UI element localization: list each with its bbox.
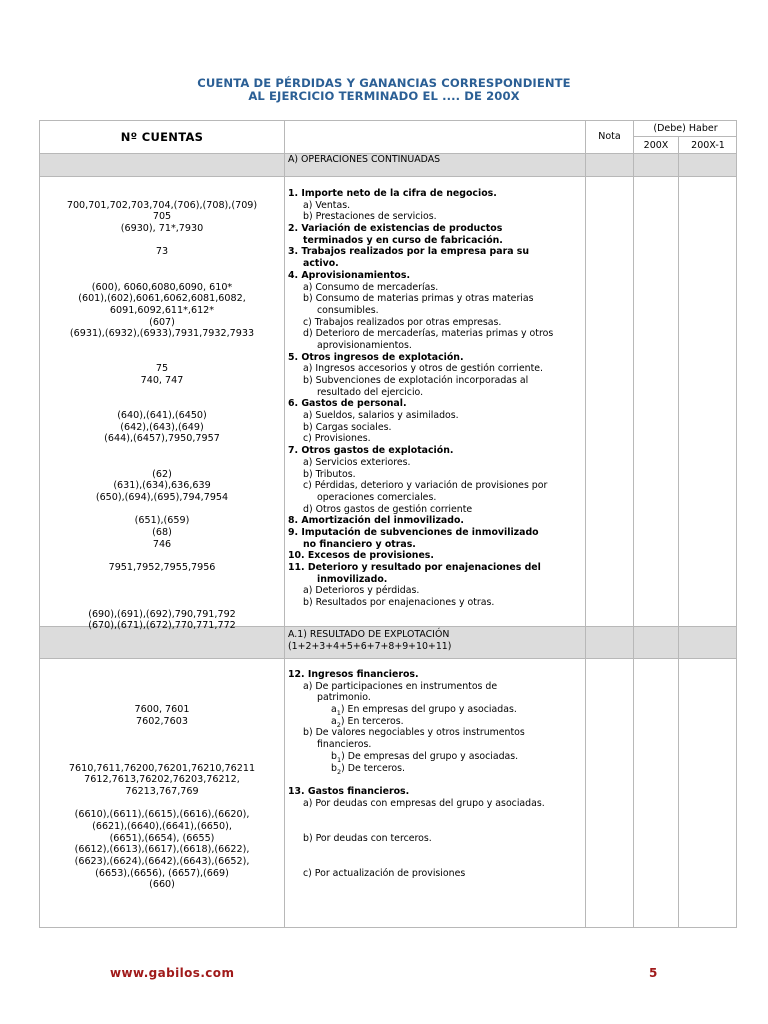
account-codes-section-2 bbox=[40, 669, 284, 891]
account-code: (6621),(6640),(6641),(6650), bbox=[92, 820, 232, 832]
header-cuentas: Nº CUENTAS bbox=[120, 130, 204, 144]
item-subline: c) Trabajos realizados por otras empresas. bbox=[303, 316, 502, 328]
item-subline: b) Tributos. bbox=[303, 468, 356, 480]
item-subline: c) Provisiones. bbox=[303, 433, 371, 445]
item-heading: 9. Imputación de subvenciones de inmovilizado bbox=[288, 526, 539, 538]
item-subline: d) Otros gastos de gestión corriente bbox=[303, 503, 473, 515]
item-subline: b) Consumo de materias primas y otras materias bbox=[303, 293, 534, 305]
account-code: (600), 6060,6080,6090, 610* bbox=[91, 281, 233, 293]
item-subline: b) Cargas sociales. bbox=[303, 421, 392, 433]
account-code bbox=[40, 751, 284, 763]
item-subline: a) Sueldos, salarios y asimilados. bbox=[303, 410, 459, 422]
item-heading: 2. Variación de existencias de productos bbox=[288, 223, 503, 235]
item-subline: a) Servicios exteriores. bbox=[303, 456, 411, 468]
item-subline bbox=[288, 809, 588, 821]
item-subline: a) Consumo de mercaderías. bbox=[303, 281, 439, 293]
item-subline: b) Resultados por enajenaciones y otras. bbox=[303, 597, 495, 609]
account-code: (642),(643),(649) bbox=[120, 421, 204, 433]
item-subline: a) Por deudas con empresas del grupo y asociadas. bbox=[303, 797, 545, 809]
account-code bbox=[40, 352, 284, 364]
header-200x: 200X bbox=[643, 140, 669, 151]
item-subline: consumibles. bbox=[317, 304, 379, 316]
account-code: (68) bbox=[152, 526, 172, 538]
item-subline: resultado del ejercicio. bbox=[317, 386, 424, 398]
account-code bbox=[40, 798, 284, 810]
account-code: 73 bbox=[155, 246, 169, 258]
item-heading: 6. Gastos de personal. bbox=[288, 398, 407, 410]
account-code bbox=[40, 188, 284, 200]
account-code bbox=[40, 574, 284, 586]
item-subline: b) Prestaciones de servicios. bbox=[303, 211, 437, 223]
item-subline: $b_1$) De empresas del grupo y asociadas. bbox=[331, 750, 519, 764]
account-code bbox=[40, 585, 284, 597]
item-subline: b) Subvenciones de explotación incorporadas al bbox=[303, 375, 529, 386]
account-code: 7612,7613,76202,76203,76212, bbox=[84, 774, 240, 786]
account-code bbox=[40, 692, 284, 704]
item-subline bbox=[288, 774, 588, 786]
document-title bbox=[0, 77, 768, 103]
account-code: (651),(659) bbox=[134, 515, 190, 527]
account-code: (601),(602),6061,6062,6081,6082, bbox=[78, 293, 246, 305]
account-code bbox=[40, 340, 284, 352]
account-code: (650),(694),(695),794,7954 bbox=[95, 491, 229, 503]
account-code bbox=[40, 270, 284, 282]
rule bbox=[284, 120, 285, 928]
account-code bbox=[40, 398, 284, 410]
header-200x-1: 200X-1 bbox=[691, 140, 725, 151]
account-code: 705 bbox=[152, 211, 172, 223]
account-code bbox=[40, 504, 284, 516]
account-code: 76213,767,769 bbox=[125, 785, 199, 797]
account-code: (6931),(6932),(6933),7931,7932,7933 bbox=[69, 328, 255, 340]
items-section-2 bbox=[288, 669, 588, 879]
account-code: (640),(641),(6450) bbox=[117, 410, 207, 422]
item-heading: 5. Otros ingresos de explotación. bbox=[288, 351, 464, 363]
account-code: 6091,6092,611*,612* bbox=[109, 304, 215, 316]
account-code: (670),(671),(672),770,771,772 bbox=[88, 620, 236, 632]
band-operaciones-continuadas: A) OPERACIONES CONTINUADAS bbox=[288, 154, 441, 165]
item-heading: activo. bbox=[303, 258, 339, 270]
item-subline: $a_2$) En terceros. bbox=[331, 715, 404, 729]
item-heading: 11. Deterioro y resultado por enajenaciones del bbox=[288, 562, 541, 573]
account-code: 7600, 7601 bbox=[134, 704, 190, 716]
account-code: 740, 747 bbox=[140, 375, 184, 386]
item-subline: aprovisionamientos. bbox=[317, 339, 412, 351]
item-subline: patrimonio. bbox=[317, 692, 371, 704]
band-resultado-line2: (1+2+3+4+5+6+7+8+9+10+11) bbox=[288, 641, 452, 652]
item-subline: b) De valores negociables y otros instrumentos bbox=[303, 727, 525, 739]
account-code: (6612),(6613),(6617),(6618),(6622), bbox=[74, 844, 250, 856]
account-code: (6930), 71*,7930 bbox=[120, 223, 204, 235]
account-code: (6653),(6656), (6657),(669) bbox=[95, 867, 229, 879]
band-resultado-explotacion bbox=[288, 629, 451, 653]
item-heading: 10. Excesos de provisiones. bbox=[288, 550, 434, 562]
account-code: (660) bbox=[149, 879, 175, 891]
account-code: (6623),(6624),(6642),(6643),(6652), bbox=[74, 856, 250, 867]
item-subline bbox=[288, 844, 588, 856]
item-subline: a) Ventas. bbox=[303, 199, 351, 211]
item-subline: a) De participaciones en instrumentos de bbox=[303, 680, 498, 692]
account-code: 7951,7952,7955,7956 bbox=[108, 562, 216, 573]
account-code: (690),(691),(692),790,791,792 bbox=[88, 608, 236, 620]
item-subline: a) Deterioros y pérdidas. bbox=[303, 585, 420, 597]
footer-url[interactable]: www.gabilos.com bbox=[110, 966, 235, 980]
items-section-1 bbox=[288, 188, 588, 609]
account-code: (644),(6457),7950,7957 bbox=[104, 433, 220, 445]
rule bbox=[633, 136, 737, 137]
account-code: (6651),(6654), (6655) bbox=[109, 832, 215, 844]
account-code bbox=[40, 597, 284, 609]
account-code bbox=[40, 445, 284, 457]
rule bbox=[678, 136, 679, 928]
account-code: (631),(634),636,639 bbox=[113, 480, 211, 492]
item-subline: c) Pérdidas, deterioro y variación de provisiones por bbox=[303, 480, 548, 492]
item-subline bbox=[288, 856, 588, 868]
rule bbox=[633, 120, 634, 928]
item-heading: 13. Gastos financieros. bbox=[288, 785, 410, 797]
account-code: 75 bbox=[155, 363, 169, 375]
item-heading: 4. Aprovisionamientos. bbox=[288, 269, 411, 281]
item-subline: d) Deterioro de mercaderías, materias primas y otros bbox=[303, 328, 554, 340]
account-code bbox=[40, 550, 284, 562]
account-codes-section-1 bbox=[40, 188, 284, 632]
header-nota: Nota bbox=[598, 131, 621, 142]
title-line-1: CUENTA DE PÉRDIDAS Y GANANCIAS CORRESPONDIENTE bbox=[197, 76, 571, 90]
item-subline bbox=[288, 821, 588, 833]
account-code bbox=[40, 235, 284, 247]
account-code bbox=[40, 457, 284, 469]
item-subline: c) Por actualización de provisiones bbox=[303, 867, 466, 879]
item-subline: financieros. bbox=[317, 739, 372, 751]
header-debe-haber: (Debe) Haber bbox=[653, 123, 718, 134]
item-heading: 8. Amortización del inmovilizado. bbox=[288, 515, 464, 527]
account-code bbox=[40, 681, 284, 693]
page-number: 5 bbox=[649, 966, 658, 980]
item-heading: 1. Importe neto de la cifra de negocios. bbox=[288, 188, 497, 199]
item-subline: operaciones comerciales. bbox=[317, 491, 437, 503]
item-heading: terminados y en curso de fabricación. bbox=[303, 234, 503, 246]
item-heading: 12. Ingresos financieros. bbox=[288, 669, 419, 680]
item-heading: 3. Trabajos realizados por la empresa para su bbox=[288, 246, 530, 258]
item-subline: a) Ingresos accesorios y otros de gestión corriente. bbox=[303, 363, 544, 375]
account-code bbox=[40, 739, 284, 751]
account-code: 7602,7603 bbox=[136, 715, 188, 727]
account-code bbox=[40, 669, 284, 681]
account-code: 7610,7611,76200,76201,76210,76211 bbox=[68, 762, 256, 774]
account-code: (607) bbox=[149, 316, 175, 328]
item-heading: no financiero y otras. bbox=[303, 538, 416, 550]
title-line-2: AL EJERCICIO TERMINADO EL .... DE 200X bbox=[248, 89, 520, 103]
item-subline: b) Por deudas con terceros. bbox=[303, 832, 432, 844]
item-heading: 7. Otros gastos de explotación. bbox=[288, 445, 454, 457]
account-code: (6610),(6611),(6615),(6616),(6620), bbox=[74, 809, 250, 821]
item-subline: $a_1$) En empresas del grupo y asociadas. bbox=[331, 704, 517, 717]
account-code: 700,701,702,703,704,(706),(708),(709) bbox=[66, 199, 258, 211]
account-code bbox=[40, 258, 284, 270]
account-code: 746 bbox=[152, 538, 172, 550]
account-code bbox=[40, 727, 284, 739]
item-heading: inmovilizado. bbox=[317, 573, 388, 585]
account-code: (62) bbox=[152, 468, 172, 480]
account-code bbox=[40, 387, 284, 399]
item-subline: $b_2$) De terceros. bbox=[331, 762, 405, 776]
band-resultado-line1: A.1) RESULTADO DE EXPLOTACIÓN bbox=[288, 629, 450, 640]
